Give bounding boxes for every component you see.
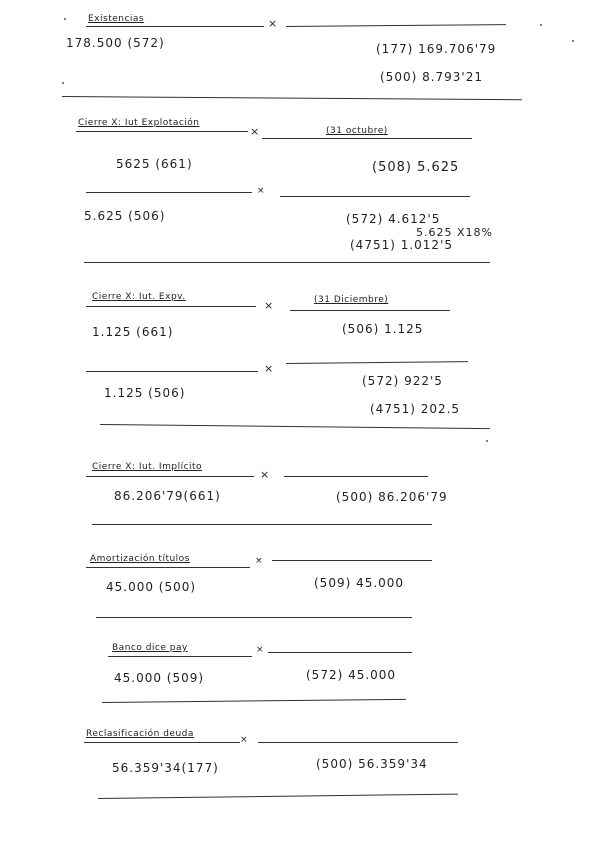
debit-line: 86.206'79(661) <box>114 489 221 503</box>
scan-speck <box>486 440 488 442</box>
entry-rule <box>272 560 432 561</box>
entry-heading: Banco dice pay <box>112 643 188 653</box>
cross-mark: × <box>250 125 260 138</box>
entry-rule <box>76 131 248 132</box>
credit-note: 5.625 X18% <box>416 226 493 239</box>
entry-rule <box>86 567 250 568</box>
debit-line: 45.000 (509) <box>114 671 205 685</box>
entry-end-rule <box>84 262 490 263</box>
entry-end-rule <box>92 524 432 525</box>
cross-mark: × <box>256 645 264 655</box>
credit-line: (177) 169.706'79 <box>376 42 497 56</box>
credit-line: (572) 45.000 <box>306 668 397 682</box>
credit-line: (500) 8.793'21 <box>380 70 484 84</box>
entry-heading: Cierre X: Iut. Implícito <box>92 462 203 472</box>
entry-date: (31 octubre) <box>326 126 388 136</box>
entry-date: (31 Diciembre) <box>314 295 389 305</box>
cross-mark: × <box>257 186 265 196</box>
cross-mark: × <box>268 17 278 30</box>
credit-line: (4751) 202.5 <box>370 402 461 416</box>
debit-line: 1.125 (661) <box>92 325 174 339</box>
credit-line: (508) 5.625 <box>372 160 460 175</box>
entry-heading: Cierre X: Iut. Expv. <box>92 292 186 302</box>
cross-mark: × <box>255 556 263 566</box>
credit-line: (572) 922'5 <box>362 374 443 388</box>
debit-line: 5625 (661) <box>116 157 193 171</box>
entry-heading: Existencias <box>88 14 145 24</box>
entry-end-rule <box>96 617 412 618</box>
entry-rule <box>86 192 252 193</box>
credit-line: (509) 45.000 <box>314 576 405 590</box>
cross-mark: × <box>240 735 248 745</box>
entry-end-rule <box>98 794 458 799</box>
entry-rule <box>290 310 450 311</box>
entry-end-rule <box>62 96 522 100</box>
credit-line: (500) 56.359'34 <box>316 757 428 771</box>
entry-rule <box>280 196 470 197</box>
cross-mark: × <box>264 299 274 312</box>
scan-speck <box>540 24 542 26</box>
scan-speck <box>572 40 574 42</box>
entry-rule <box>86 306 256 307</box>
credit-line: (500) 86.206'79 <box>336 490 448 504</box>
entry-rule <box>108 656 252 657</box>
debit-line: 56.359'34(177) <box>112 761 219 775</box>
entry-rule <box>268 652 412 653</box>
entry-rule <box>84 742 240 743</box>
scan-speck <box>62 82 64 84</box>
entry-rule <box>258 742 458 743</box>
entry-heading: Reclasificación deuda <box>86 729 194 739</box>
entry-rule <box>286 361 468 364</box>
entry-rule <box>262 138 472 139</box>
debit-line: 5.625 (506) <box>84 209 166 223</box>
credit-line: (572) 4.612'5 <box>346 212 441 226</box>
entry-rule <box>286 24 506 27</box>
entry-end-rule <box>102 699 406 703</box>
credit-line: (506) 1.125 <box>342 322 424 336</box>
scan-speck <box>64 18 66 20</box>
credit-line: (4751) 1.012'5 <box>350 238 454 252</box>
entry-end-rule <box>100 424 490 429</box>
entry-heading: Amortización títulos <box>90 554 190 564</box>
debit-line: 178.500 (572) <box>66 36 165 50</box>
cross-mark: × <box>260 468 270 481</box>
entry-rule <box>86 26 264 27</box>
entry-rule <box>86 476 254 477</box>
entry-rule <box>86 371 258 372</box>
entry-rule <box>284 476 428 477</box>
debit-line: 45.000 (500) <box>106 580 197 594</box>
entry-heading: Cierre X: Iut Explotación <box>78 118 200 128</box>
cross-mark: × <box>264 362 274 375</box>
debit-line: 1.125 (506) <box>104 386 186 400</box>
